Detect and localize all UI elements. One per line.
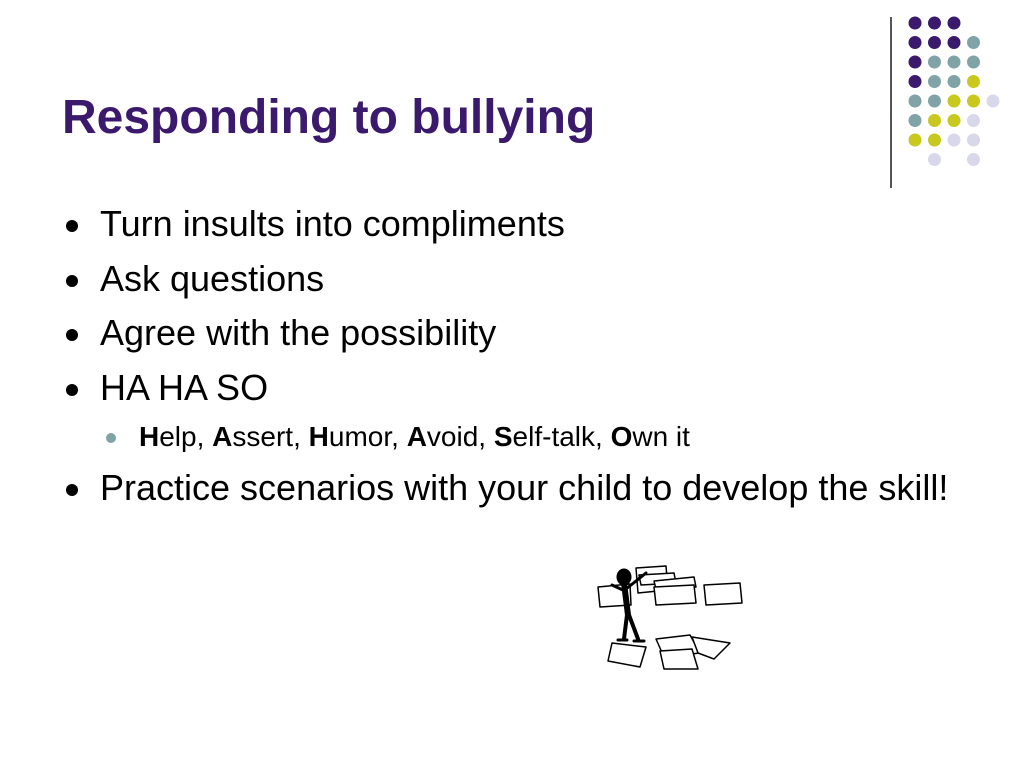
word-rest: elf-talk, (512, 421, 611, 453)
decorative-dot (967, 56, 980, 69)
initial-letter: S (493, 421, 513, 453)
sub-bullet-item (62, 418, 962, 456)
decorative-dot (909, 134, 922, 147)
bullet-dot-icon (66, 484, 78, 496)
word-rest: wn it (632, 421, 690, 453)
decorative-dot (987, 95, 1000, 108)
initial-letter: H (308, 421, 329, 453)
decorative-dot (928, 36, 941, 49)
decorative-dot (909, 95, 922, 108)
decorative-dot (948, 36, 961, 49)
decorative-dot-grid (905, 15, 1015, 170)
decorative-dot (909, 17, 922, 30)
decorative-dot (967, 75, 980, 88)
bullet-dot-icon (66, 384, 78, 396)
bullet-text: Agree with the possibility (100, 312, 497, 354)
word-rest: umor, (328, 421, 407, 453)
decorative-dot (967, 153, 980, 166)
bullet-text: HA HA SO (100, 366, 269, 408)
initial-letter: O (610, 421, 633, 453)
decorative-dot (928, 75, 941, 88)
decorative-dot (948, 17, 961, 30)
bullet-text: Ask questions (100, 257, 325, 299)
slide-title: Responding to bullying (62, 91, 596, 144)
title-divider (890, 17, 892, 188)
bullet-dot-icon (66, 329, 78, 341)
decorative-dot (967, 36, 980, 49)
decorative-dot (967, 114, 980, 127)
word-rest: elp, (159, 421, 213, 453)
bullet-dot-icon (66, 275, 78, 287)
bullet-dot-icon (66, 220, 78, 232)
decorative-dot (928, 56, 941, 69)
decorative-dot (928, 153, 941, 166)
decorative-dot (928, 134, 941, 147)
initial-letter: A (406, 421, 427, 453)
decorative-dot (928, 95, 941, 108)
sub-bullet-text (139, 421, 690, 452)
sub-bullet-dot-icon (106, 433, 116, 443)
bullet-list (62, 200, 962, 519)
decorative-dot (928, 114, 941, 127)
initial-letter: H (139, 421, 160, 453)
decorative-dot (909, 75, 922, 88)
decorative-dot (909, 56, 922, 69)
bullet-item (62, 255, 962, 304)
decorative-dot (967, 134, 980, 147)
decorative-dot (967, 95, 980, 108)
bullet-item (62, 464, 962, 513)
word-rest: void, (426, 421, 494, 453)
word-rest: ssert, (232, 421, 309, 453)
person-holding-papers-icon (594, 565, 744, 675)
bullet-item (62, 364, 962, 413)
decorative-dot (948, 114, 961, 127)
decorative-dot (948, 56, 961, 69)
decorative-dot (928, 17, 941, 30)
bullet-text: Practice scenarios with your child to develop the skill! (100, 467, 949, 509)
initial-letter: A (212, 421, 233, 453)
bullet-text: Turn insults into compliments (100, 203, 565, 244)
decorative-dot (948, 95, 961, 108)
decorative-dot (948, 75, 961, 88)
decorative-dot (948, 134, 961, 147)
decorative-dot (909, 36, 922, 49)
bullet-item (62, 309, 962, 358)
decorative-dot (909, 114, 922, 127)
bullet-item (62, 200, 962, 249)
